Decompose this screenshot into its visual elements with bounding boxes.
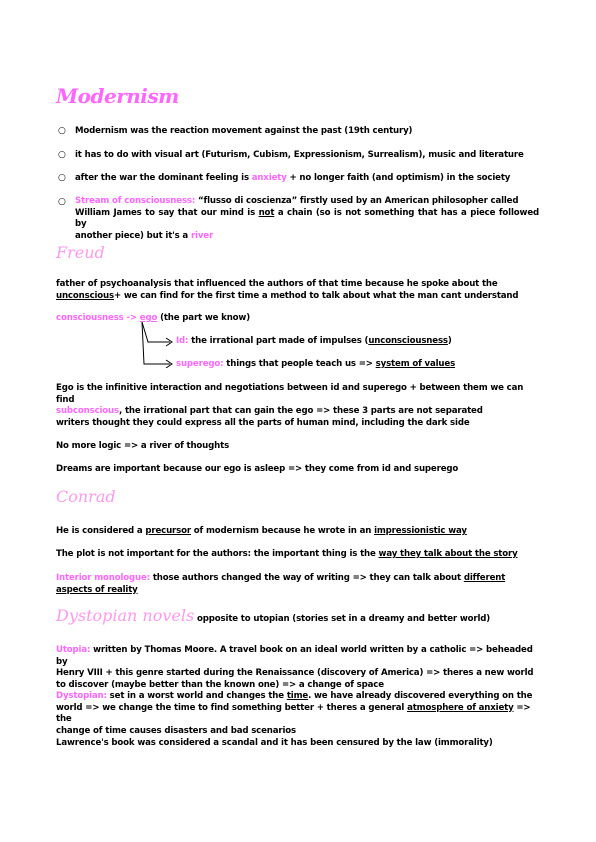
conrad-heading: Conrad (56, 487, 116, 506)
bullet-icon: ○ (58, 126, 66, 136)
freud-paragraph-3: writers thought they could express all the parts of human mind, including the dark side (56, 418, 470, 428)
dystopian-paragraph: Dystopian: set in a worst world and changes the time. we have already discovered everything on the world => we change the time to find something better + theres a general atmosphere of anxiety => the change of time causes disasters and bad scenarios (56, 691, 533, 736)
tree-arrows (136, 322, 176, 368)
bullet-text-2: it has to do with visual art (Futurism, Cubism, Expressionism, Surrealism), music and literature (75, 150, 524, 160)
conrad-paragraph-3: Interior monologue: those authors changed the way of writing => they can talk about different aspects of reality (56, 573, 506, 595)
bullet-icon: ○ (58, 150, 66, 160)
bullet-text-1: Modernism was the reaction movement against the past (19th century) (75, 126, 413, 136)
conrad-paragraph-2: The plot is not important for the authors: the important thing is the way they talk about the story (56, 549, 518, 559)
id-line: Id: the irrational part made of impulses (unconsciousness) (176, 336, 452, 346)
page-title: Modernism (56, 84, 179, 108)
bullet-icon: ○ (58, 197, 66, 207)
freud-paragraph-2: Ego is the infinitive interaction and negotiations between id and superego + between them we can find subconscious, the irrational part that can gain the ego => these 3 parts are not separated (56, 383, 524, 416)
bullet-text-4: Stream of consciousness: “flusso di coscienza” firstly used by an American philosopher called William James to say that our mind is not a chain (so is not something that has a piece followed by another piece) but it's a river (75, 196, 539, 241)
lawrence-paragraph: Lawrence's book was considered a scandal and it has been censured by the law (immorality) (56, 738, 493, 748)
conrad-paragraph-1: He is considered a precursor of modernism because he wrote in an impressionistic way (56, 526, 467, 536)
ego-line: consciousness -> ego (the part we know) (56, 313, 251, 323)
bullet-text-3: after the war the dominant feeling is anxiety + no longer faith (and optimism) in the society (75, 173, 511, 183)
freud-paragraph-4: No more logic => a river of thoughts (56, 441, 230, 451)
bullet-icon: ○ (58, 173, 66, 183)
dystopian-heading: Dystopian novels (56, 606, 195, 625)
utopia-paragraph: Utopia: written by Thomas Moore. A travel book on an ideal world written by a catholic => beheaded by Henry VIII + this genre started during the Renaissance (discovery of America) => theres a new world to discover (maybe better than the known one) => a change of space (56, 645, 534, 690)
freud-paragraph-1: father of psychoanalysis that influenced the authors of that time because he spoke about the unconscious+ we can find for the first time a method to talk about what the man cant understand (56, 279, 519, 301)
freud-heading: Freud (56, 243, 105, 262)
freud-paragraph-5: Dreams are important because our ego is asleep => they come from id and superego (56, 464, 459, 474)
superego-line: superego: things that people teach us => system of values (176, 359, 456, 369)
dystopian-heading-line: Dystopian novels opposite to utopian (stories set in a dreamy and better world) (56, 606, 491, 625)
